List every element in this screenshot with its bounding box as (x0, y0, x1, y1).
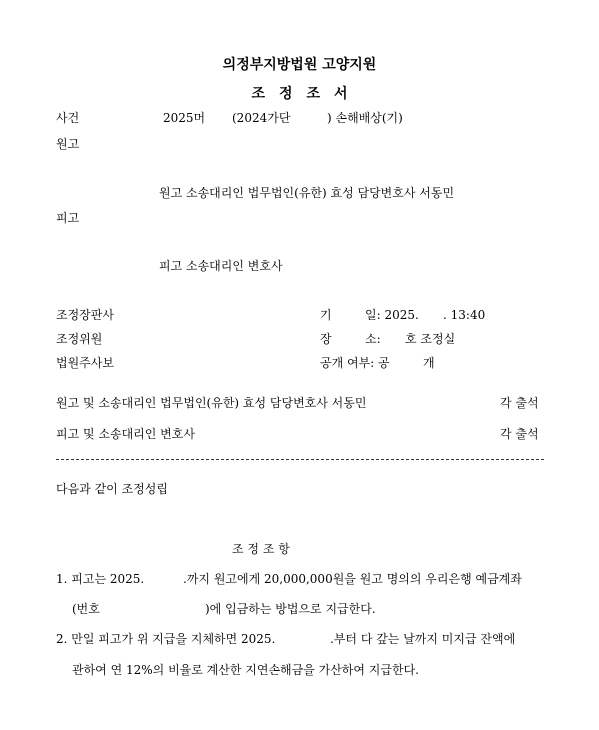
attendance-status-plaintiff: 각 출석 (500, 396, 539, 410)
date-time: . 13:40 (443, 308, 486, 322)
defendant-label: 피고 (56, 211, 80, 225)
term-1-account-label: (번호 (72, 602, 100, 616)
term-2-main: .부터 다 갚는 날까지 미지급 잔액에 (330, 632, 516, 646)
case-type: ) 손해배상(기) (327, 111, 403, 125)
mediation-result: 다음과 같이 조정성립 (56, 482, 168, 496)
term-1-end: )에 입금하는 방법으로 지급한다. (205, 602, 376, 616)
case-label: 사건 (56, 111, 80, 125)
attendance-party-plaintiff: 원고 및 소송대리인 법무법인(유한) 효성 담당변호사 서동민 (56, 396, 367, 410)
judge-label: 조정장판사 (56, 308, 114, 322)
date-label-tail: 일: 2025. (365, 308, 419, 322)
place-label: 장 (320, 332, 332, 346)
term-2-end: 관하여 연 12%의 비율로 계산한 지연손해금을 가산하여 지급한다. (72, 663, 419, 677)
term-1-start: 1. 피고는 2025. (56, 572, 145, 586)
defendant-counsel: 피고 소송대리인 변호사 (159, 259, 283, 273)
clerk-label: 법원주사보 (56, 356, 114, 370)
mediator-label: 조정위원 (56, 332, 103, 346)
term-1-main: .까지 원고에게 20,000,000원을 원고 명의의 우리은행 예금계좌 (183, 572, 522, 586)
public-label: 공개 여부: 공 (320, 356, 390, 370)
place-value: 호 조정실 (405, 332, 456, 346)
date-label: 기 (320, 308, 332, 322)
plaintiff-counsel: 원고 소송대리인 법무법인(유한) 효성 담당변호사 서동민 (159, 186, 455, 200)
case-number: 2025머 (163, 111, 206, 125)
place-label-tail: 소: (365, 332, 381, 346)
term-2-start: 2. 만일 피고가 위 지급을 지체하면 2025. (56, 632, 276, 646)
attendance-status-defendant: 각 출석 (500, 427, 539, 441)
document-title: 조정조서 (251, 86, 362, 102)
public-value: 개 (423, 356, 435, 370)
court-name: 의정부지방법원 고양지원 (222, 57, 377, 73)
terms-title: 조 정 조 항 (232, 542, 290, 556)
dashed-divider (56, 459, 544, 460)
plaintiff-label: 원고 (56, 137, 80, 151)
original-case: (2024가단 (232, 111, 291, 125)
attendance-party-defendant: 피고 및 소송대리인 변호사 (56, 427, 195, 441)
